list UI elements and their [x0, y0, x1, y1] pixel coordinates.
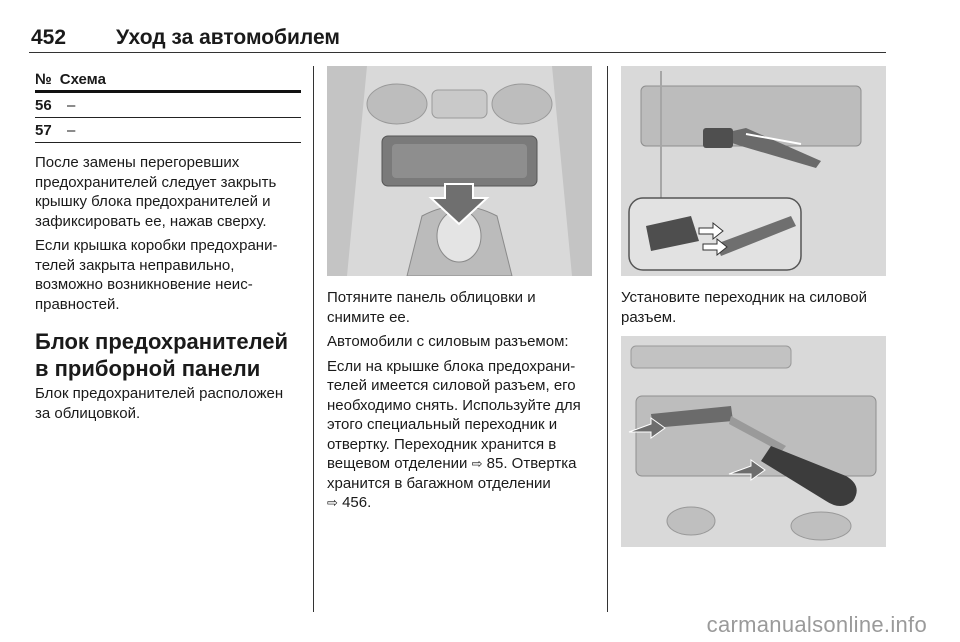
column-divider	[607, 66, 608, 612]
page-reference-link[interactable]: 456	[342, 494, 368, 511]
fuse-circuit: –	[67, 121, 76, 139]
fuse-table-header	[35, 66, 301, 93]
fuse-number: 56	[35, 96, 52, 114]
watermark: carmanualsonline.info	[706, 612, 927, 637]
page-reference-icon: ⇨	[471, 456, 483, 471]
column-left	[35, 66, 301, 423]
table-col-circuit: Схема	[59, 71, 106, 88]
page-number: 452	[31, 26, 67, 49]
illustration-console-panel	[327, 66, 592, 276]
table-col-number: №	[35, 71, 52, 88]
paragraph: Блок предохранителей расположен за облицовкой.	[35, 385, 284, 422]
illustration-adapter-insert	[621, 66, 886, 276]
paragraph: Автомобили с силовым разъемом:	[327, 333, 569, 350]
page-title: Уход за автомобилем	[116, 26, 340, 49]
column-middle	[327, 288, 595, 513]
table-row	[35, 93, 301, 118]
column-divider	[313, 66, 314, 612]
paragraph: Потяните панель облицовки и снимите ее.	[327, 289, 536, 326]
section-title: Блок предохранителей в приборной панели	[35, 329, 289, 381]
fuse-circuit: –	[67, 96, 76, 114]
paragraph: Если крышка коробки предохранителей закрыта неправильно, возможно возникновение неисправностей.	[35, 237, 278, 313]
paragraph: После замены перегоревших предохранителей следует закрыть крышку блока предохранителей и зафиксировать ее, нажав сверху.	[35, 154, 277, 230]
paragraph: Установите переходник на силовой разъем.	[621, 289, 868, 326]
page-header	[29, 26, 886, 53]
fuse-number: 57	[35, 121, 52, 139]
table-row	[35, 118, 301, 143]
column-right	[621, 288, 887, 327]
page-reference-icon: ⇨	[327, 495, 338, 510]
illustration-screwdriver-removal	[621, 336, 886, 547]
page-reference-link[interactable]: 85	[486, 455, 504, 472]
paragraph: Если на крышке блока предохранителей имеется силовой разъем, его необходимо снять. Используйте для этого специальный переходник и отвертку. Переходник хранится в вещевом отделении ⇨ 85. Отвертка хранится в багажном отделении ⇨ 456.	[327, 357, 581, 511]
